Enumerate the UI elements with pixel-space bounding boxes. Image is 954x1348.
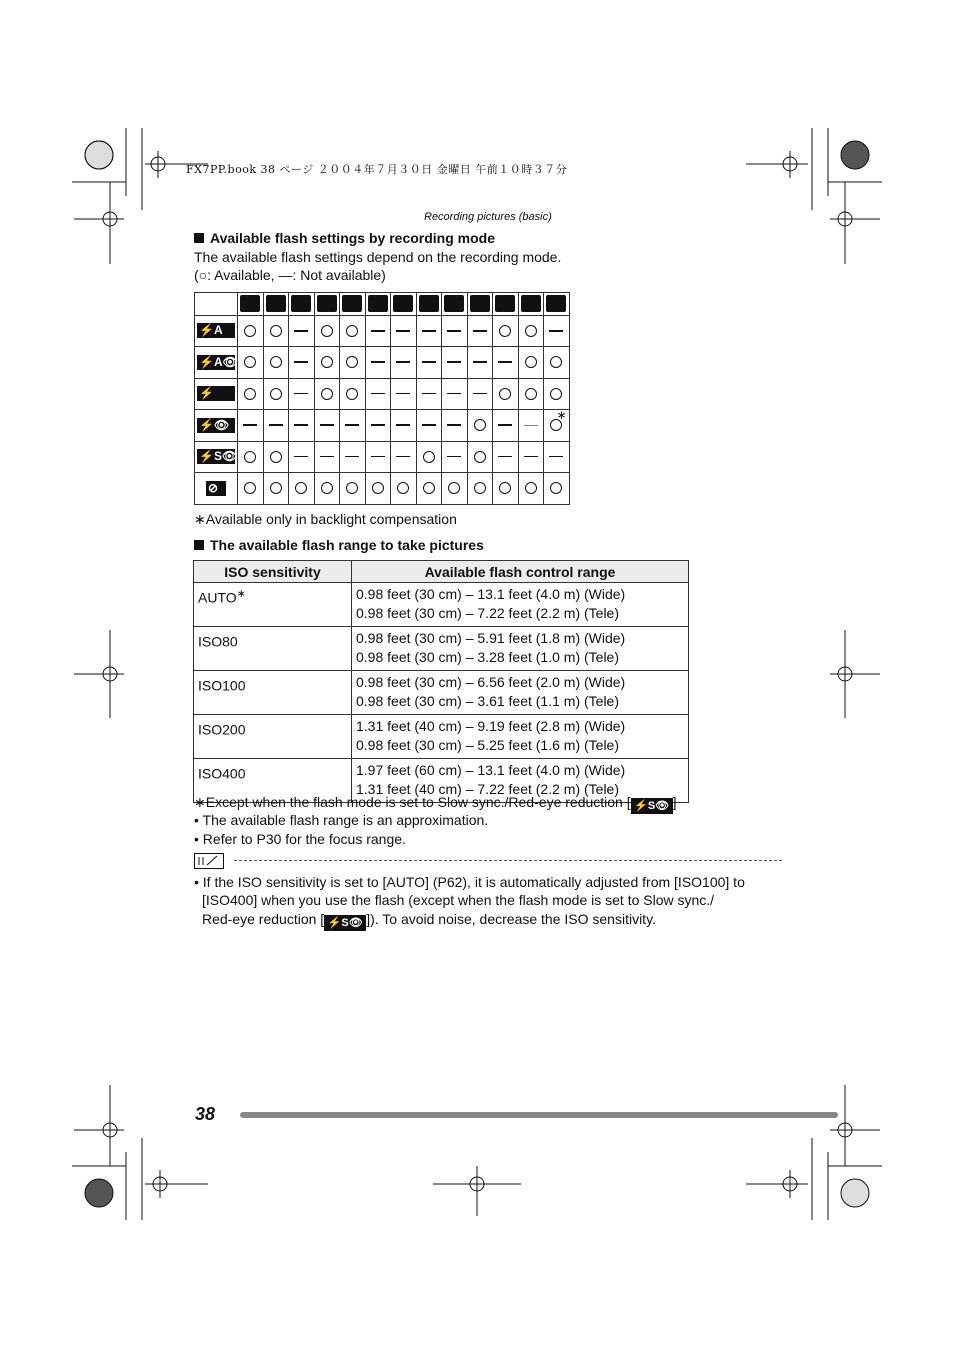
bullet-approximation: • The available flash range is an approximation.	[194, 812, 489, 828]
mode-header-cell	[314, 293, 340, 316]
availability-cell	[365, 410, 391, 442]
not-available-dash-icon	[524, 425, 538, 426]
availability-cell	[467, 473, 493, 505]
not-available-dash-icon	[549, 456, 563, 458]
availability-cell	[493, 378, 519, 410]
auto-flash-icon: ⚡A	[197, 323, 235, 338]
availability-cell	[263, 347, 289, 379]
available-circle-icon	[346, 325, 358, 337]
iso-value: ISO400	[198, 765, 246, 782]
availability-cell	[442, 316, 468, 347]
range-tele: 1.31 feet (40 cm) – 7.22 feet (2.2 m) (Tele)	[356, 781, 620, 797]
flash-mode-label-cell	[195, 378, 238, 410]
availability-cell	[314, 316, 340, 347]
auto-red-eye-icon: ⚡A👁	[199, 354, 238, 369]
mode-header-cell	[467, 293, 493, 316]
not-available-dash-icon	[498, 456, 512, 458]
availability-cell	[518, 441, 544, 473]
not-available-dash-icon	[447, 424, 461, 426]
availability-cell	[544, 410, 570, 442]
footnote-backlight: ∗Available only in backlight compensation	[194, 511, 457, 527]
night-portrait-icon	[419, 295, 439, 312]
mode-header-cell	[340, 293, 366, 316]
table-row	[194, 583, 689, 627]
available-circle-icon	[244, 388, 256, 400]
mode-header-cell	[493, 293, 519, 316]
not-available-dash-icon	[371, 330, 385, 332]
availability-cell	[544, 316, 570, 347]
section-title-flash-settings	[194, 230, 495, 246]
range-cell	[352, 671, 689, 715]
not-available-dash-icon	[269, 424, 283, 426]
available-circle-icon	[550, 356, 562, 368]
not-available-dash-icon	[422, 393, 436, 395]
availability-cell	[314, 378, 340, 410]
availability-cell	[238, 378, 264, 410]
available-circle-icon	[397, 482, 409, 494]
available-circle-icon	[372, 482, 384, 494]
not-available-dash-icon	[320, 456, 334, 458]
not-available-dash-icon	[371, 424, 385, 426]
availability-cell	[391, 410, 417, 442]
corner-cell	[195, 293, 238, 316]
availability-cell	[544, 347, 570, 379]
slow-sync-red-eye-icon: ⚡S👁	[631, 798, 673, 814]
square-bullet-icon	[194, 233, 204, 243]
column-header-range: Available flash control range	[352, 561, 689, 583]
available-circle-icon	[321, 482, 333, 494]
available-circle-icon	[346, 356, 358, 368]
not-available-dash-icon	[294, 330, 308, 332]
available-circle-icon	[346, 482, 358, 494]
availability-cell	[442, 410, 468, 442]
availability-cell	[238, 347, 264, 379]
availability-cell	[365, 473, 391, 505]
not-available-dash-icon	[524, 456, 538, 458]
night-scenery-icon	[393, 295, 413, 312]
party-icon	[470, 295, 490, 312]
self-portrait-icon	[521, 295, 541, 312]
memo-icon	[194, 853, 224, 869]
available-circle-icon	[244, 325, 256, 337]
not-available-dash-icon	[396, 424, 410, 426]
available-circle-icon	[499, 325, 511, 337]
flash-mode-row	[195, 378, 570, 410]
availability-cell	[467, 316, 493, 347]
mode-header-cell	[518, 293, 544, 316]
availability-cell	[544, 473, 570, 505]
flash-mode-row	[195, 316, 570, 347]
footnote-slow-sync	[194, 794, 677, 814]
section-title-flash-range	[194, 537, 484, 553]
fireworks-icon	[444, 295, 464, 312]
availability-cell	[416, 378, 442, 410]
snow-icon	[495, 295, 515, 312]
available-circle-icon	[448, 482, 460, 494]
availability-cell	[493, 316, 519, 347]
availability-legend: (○: Available, —: Not available)	[194, 267, 386, 283]
available-circle-icon	[474, 419, 486, 431]
range-cell	[352, 583, 689, 627]
iso-cell	[194, 627, 352, 671]
availability-cell	[416, 441, 442, 473]
availability-cell	[493, 347, 519, 379]
availability-cell	[416, 347, 442, 379]
availability-cell	[467, 378, 493, 410]
column-header-iso: ISO sensitivity	[194, 561, 352, 583]
pencil-note-icon	[195, 854, 222, 867]
available-circle-icon	[321, 388, 333, 400]
not-available-dash-icon	[396, 393, 410, 395]
sports-icon	[342, 295, 362, 312]
availability-cell	[263, 441, 289, 473]
availability-cell	[416, 316, 442, 347]
availability-cell	[263, 378, 289, 410]
availability-cell	[442, 473, 468, 505]
memo-text: Red-eye reduction [	[202, 911, 325, 927]
forced-red-eye-icon: ⚡👁	[197, 418, 235, 433]
flash-mode-row	[195, 347, 570, 379]
availability-cell	[518, 378, 544, 410]
range-cell	[352, 715, 689, 759]
availability-cell	[340, 473, 366, 505]
mode-header-cell	[391, 293, 417, 316]
not-available-dash-icon	[294, 393, 308, 395]
memo-text-line3	[202, 911, 656, 931]
flash-mode-table	[194, 292, 570, 505]
availability-cell	[314, 473, 340, 505]
running-header: Recording pictures (basic)	[424, 211, 552, 223]
not-available-dash-icon	[294, 456, 308, 458]
availability-cell	[493, 473, 519, 505]
not-available-dash-icon	[447, 456, 461, 458]
range-cell	[352, 627, 689, 671]
not-available-dash-icon	[422, 424, 436, 426]
availability-cell	[544, 441, 570, 473]
availability-cell	[289, 441, 315, 473]
availability-cell	[416, 410, 442, 442]
available-circle-icon	[270, 482, 282, 494]
slow-sync-red-eye-icon: ⚡S👁	[199, 449, 238, 464]
not-available-dash-icon	[396, 330, 410, 332]
availability-cell	[467, 410, 493, 442]
not-available-dash-icon	[422, 361, 436, 363]
available-circle-icon	[270, 325, 282, 337]
asterisk-mark: ∗	[556, 408, 567, 422]
not-available-dash-icon	[473, 361, 487, 363]
memo-text-line1: • If the ISO sensitivity is set to [AUTO] (P62), it is automatically adjusted from [ISO100] to	[194, 874, 745, 890]
availability-cell	[289, 473, 315, 505]
availability-cell	[467, 441, 493, 473]
memo-divider	[234, 860, 782, 861]
iso-value: AUTO	[198, 589, 237, 606]
not-available-dash-icon	[447, 361, 461, 363]
not-available-dash-icon	[345, 424, 359, 426]
iso-cell	[194, 583, 352, 627]
available-circle-icon	[270, 451, 282, 463]
availability-cell	[263, 410, 289, 442]
memo-text-line2: [ISO400] when you use the flash (except when the flash mode is set to Slow sync./	[202, 892, 715, 908]
available-circle-icon	[474, 451, 486, 463]
availability-cell	[263, 316, 289, 347]
availability-cell	[518, 473, 544, 505]
forced-flash-icon: ⚡	[197, 386, 235, 401]
not-available-dash-icon	[294, 361, 308, 363]
availability-cell	[544, 378, 570, 410]
flash-mode-label-cell	[195, 410, 238, 442]
availability-cell	[391, 378, 417, 410]
table-row	[194, 715, 689, 759]
available-circle-icon	[525, 482, 537, 494]
availability-cell	[314, 410, 340, 442]
range-wide: 1.97 feet (60 cm) – 13.1 feet (4.0 m) (Wide)	[356, 762, 626, 778]
mode-header-cell	[416, 293, 442, 316]
availability-cell	[238, 473, 264, 505]
not-available-dash-icon	[243, 424, 257, 426]
section-description: The available flash settings depend on the recording mode.	[194, 249, 562, 265]
availability-cell	[238, 410, 264, 442]
availability-cell	[314, 441, 340, 473]
mode-header-cell	[544, 293, 570, 316]
availability-cell	[340, 347, 366, 379]
not-available-dash-icon	[371, 456, 385, 458]
flash-mode-row	[195, 410, 570, 442]
availability-cell	[340, 378, 366, 410]
iso-cell	[194, 671, 352, 715]
motion-picture-icon	[291, 295, 311, 312]
available-circle-icon	[525, 388, 537, 400]
slow-sync-red-eye-icon: ⚡S👁	[324, 915, 366, 931]
available-circle-icon	[321, 325, 333, 337]
availability-cell	[442, 441, 468, 473]
availability-cell	[416, 473, 442, 505]
available-circle-icon	[550, 388, 562, 400]
macro-icon	[266, 295, 286, 312]
availability-cell	[365, 441, 391, 473]
flash-off-icon: ⊘	[206, 481, 226, 496]
iso-value: ISO100	[198, 677, 246, 694]
section-title-text: Available flash settings by recording mode	[210, 230, 495, 246]
range-wide: 1.31 feet (40 cm) – 9.19 feet (2.8 m) (Wide)	[356, 718, 626, 734]
available-circle-icon	[423, 482, 435, 494]
availability-cell	[518, 347, 544, 379]
not-available-dash-icon	[396, 456, 410, 458]
available-circle-icon	[244, 451, 256, 463]
page-bar	[240, 1112, 838, 1118]
mode-header-cell	[289, 293, 315, 316]
availability-cell	[289, 316, 315, 347]
flash-mode-label-cell	[195, 441, 238, 473]
available-circle-icon	[499, 482, 511, 494]
table-row	[194, 627, 689, 671]
not-available-dash-icon	[473, 330, 487, 332]
footnote-text: ∗Except when the flash mode is set to Slow sync./Red-eye reduction [	[194, 794, 631, 810]
available-circle-icon	[525, 325, 537, 337]
not-available-dash-icon	[473, 393, 487, 395]
iso-value: ISO80	[198, 633, 238, 650]
not-available-dash-icon	[447, 330, 461, 332]
square-bullet-icon	[194, 540, 204, 550]
range-wide: 0.98 feet (30 cm) – 13.1 feet (4.0 m) (Wide)	[356, 586, 626, 602]
not-available-dash-icon	[396, 361, 410, 363]
availability-cell	[365, 378, 391, 410]
availability-cell	[314, 347, 340, 379]
not-available-dash-icon	[498, 424, 512, 426]
availability-cell	[391, 441, 417, 473]
print-metadata: FX7PP.book 38 ページ ２００４年７月３０日 金曜日 午前１０時３７分	[186, 163, 568, 176]
availability-cell	[365, 316, 391, 347]
available-circle-icon	[244, 356, 256, 368]
availability-cell	[518, 316, 544, 347]
not-available-dash-icon	[371, 393, 385, 395]
bullet-focus-range: • Refer to P30 for the focus range.	[194, 831, 406, 847]
available-circle-icon	[474, 482, 486, 494]
available-circle-icon	[270, 388, 282, 400]
range-tele: 0.98 feet (30 cm) – 3.28 feet (1.0 m) (Tele)	[356, 649, 620, 665]
page-number: 38	[195, 1104, 216, 1124]
availability-cell	[238, 441, 264, 473]
available-circle-icon	[346, 388, 358, 400]
range-tele: 0.98 feet (30 cm) – 3.61 feet (1.1 m) (Tele)	[356, 693, 620, 709]
availability-cell	[391, 316, 417, 347]
asterisk-mark: ∗	[236, 588, 246, 600]
not-available-dash-icon	[447, 393, 461, 395]
portrait-icon	[317, 295, 337, 312]
range-wide: 0.98 feet (30 cm) – 6.56 feet (2.0 m) (Wide)	[356, 674, 626, 690]
mode-header-cell	[442, 293, 468, 316]
availability-cell	[493, 410, 519, 442]
flash-mode-row	[195, 441, 570, 473]
availability-cell	[442, 378, 468, 410]
availability-cell	[340, 316, 366, 347]
availability-cell	[391, 347, 417, 379]
flash-mode-row	[195, 473, 570, 505]
available-circle-icon	[321, 356, 333, 368]
iso-value: ISO200	[198, 721, 246, 738]
availability-cell	[391, 473, 417, 505]
available-circle-icon	[244, 482, 256, 494]
not-available-dash-icon	[422, 330, 436, 332]
not-available-dash-icon	[549, 330, 563, 332]
available-circle-icon	[295, 482, 307, 494]
mode-header-cell	[365, 293, 391, 316]
footnote-text-end: ]	[672, 794, 677, 810]
mode-header-cell	[263, 293, 289, 316]
availability-cell	[340, 410, 366, 442]
iso-cell	[194, 715, 352, 759]
available-circle-icon	[423, 451, 435, 463]
section-title-text: The available flash range to take pictures	[210, 537, 484, 553]
availability-cell	[289, 347, 315, 379]
flash-range-table	[193, 560, 689, 803]
flash-mode-label-cell	[195, 316, 238, 347]
availability-cell	[365, 347, 391, 379]
range-tele: 0.98 feet (30 cm) – 7.22 feet (2.2 m) (Tele)	[356, 605, 620, 621]
flash-mode-label-cell	[195, 473, 238, 505]
food-icon	[546, 295, 566, 312]
availability-cell	[493, 441, 519, 473]
not-available-dash-icon	[498, 361, 512, 363]
availability-cell	[518, 410, 544, 442]
availability-cell	[263, 473, 289, 505]
not-available-dash-icon	[294, 424, 308, 426]
memo-text-end: ]). To avoid noise, decrease the ISO sensitivity.	[366, 911, 656, 927]
available-circle-icon	[270, 356, 282, 368]
range-wide: 0.98 feet (30 cm) – 5.91 feet (1.8 m) (Wide)	[356, 630, 626, 646]
availability-cell	[340, 441, 366, 473]
availability-cell	[467, 347, 493, 379]
availability-cell	[289, 410, 315, 442]
available-circle-icon	[525, 356, 537, 368]
camera-icon	[240, 295, 260, 312]
not-available-dash-icon	[320, 424, 334, 426]
not-available-dash-icon	[345, 456, 359, 458]
availability-cell	[289, 378, 315, 410]
table-row	[194, 671, 689, 715]
scenery-icon	[368, 295, 388, 312]
available-circle-icon	[550, 482, 562, 494]
mode-header-cell	[238, 293, 264, 316]
availability-cell	[238, 316, 264, 347]
flash-mode-label-cell	[195, 347, 238, 379]
availability-cell	[442, 347, 468, 379]
available-circle-icon	[499, 388, 511, 400]
not-available-dash-icon	[371, 361, 385, 363]
range-tele: 0.98 feet (30 cm) – 5.25 feet (1.6 m) (Tele)	[356, 737, 620, 753]
